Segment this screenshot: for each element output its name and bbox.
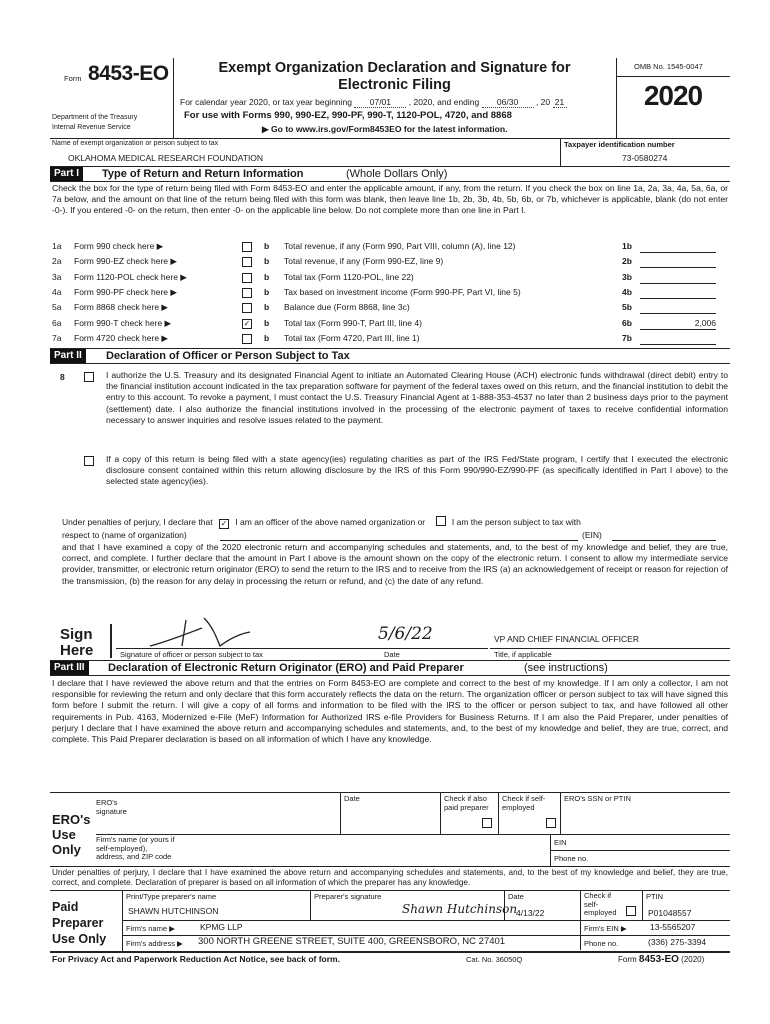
ero-paid-checkbox[interactable] bbox=[482, 818, 492, 828]
tax-year-label: For calendar year 2020, or tax year beginning bbox=[180, 97, 352, 107]
tin-value: 73-0580274 bbox=[622, 153, 668, 163]
part-2-label: Part II bbox=[50, 349, 86, 363]
use-with-forms: For use with Forms 990, 990-EZ, 990-PF, 990-T, 1120-POL, 4720, and 8868 bbox=[184, 110, 512, 121]
part-1-line-3 bbox=[50, 272, 730, 286]
line-b-amount[interactable] bbox=[640, 287, 716, 299]
prep-name: SHAWN HUTCHINSON bbox=[128, 906, 219, 916]
firm-name: KPMG LLP bbox=[200, 922, 243, 932]
ero-check-self-label: Check if self-employed bbox=[502, 794, 546, 812]
line-b-letter: b bbox=[264, 286, 270, 297]
prep-name-label: Print/Type preparer's name bbox=[126, 892, 217, 901]
prep-self-employed-checkbox[interactable] bbox=[626, 906, 636, 916]
line-b-number: 1b bbox=[622, 241, 632, 251]
use-only-label: Use Only bbox=[52, 932, 107, 946]
part-3-header bbox=[50, 660, 730, 676]
tax-year-ending-label: , 2020, and ending bbox=[408, 97, 480, 107]
line-a-text: Form 990 check here ▶ bbox=[74, 241, 164, 251]
line-b-letter: b bbox=[264, 256, 270, 267]
form-title-line-2: Electronic Filing bbox=[338, 77, 451, 93]
privacy-notice: For Privacy Act and Paperwork Reduction Act Notice, see back of form. bbox=[52, 954, 340, 964]
line-a-number: 5a bbox=[52, 302, 62, 313]
officer-sign-date: 5/6/22 bbox=[378, 624, 433, 644]
person-subject-text: I am the person subject to tax with bbox=[451, 517, 581, 527]
line-a-text: Form 990-T check here ▶ bbox=[74, 317, 172, 328]
perjury-officer-line bbox=[62, 516, 730, 529]
line-b-amount[interactable] bbox=[640, 241, 716, 253]
form-title-line-1: Exempt Organization Declaration and Signature for bbox=[218, 60, 571, 76]
tax-year-begin: 07/01 bbox=[354, 97, 406, 108]
title-caption: Title, if applicable bbox=[494, 650, 552, 659]
ero-ssn-label: ERO's SSN or PTIN bbox=[564, 794, 631, 803]
part-3-title-suffix: (see instructions) bbox=[524, 662, 608, 674]
ein-field[interactable] bbox=[612, 540, 716, 541]
part-1-intro: Check the box for the type of return being filed with Form 8453-EO and enter the applicable amount, if any, from the return. If you check the box on line 1a, 2a, 3a, 4a, 5a, 6a, or 7a below, and the amount on that line of the return being filed with this form was blank, then leave line 1b, 2b, 3b, 4b, 5b, 6b, or 7b, whichever is applicable, blank (do not enter -0-). If you entered -0- on the return, then enter -0- on the applicable line below. Do not complete more than one line in Part I. bbox=[52, 183, 728, 216]
state-filing-checkbox[interactable] bbox=[84, 456, 94, 466]
phone-no-label: Phone no. bbox=[584, 939, 619, 948]
line-b-letter: b bbox=[264, 332, 270, 343]
line-a-checkbox[interactable] bbox=[242, 242, 252, 252]
preparer-label: Preparer bbox=[52, 916, 104, 930]
form-ref-year: (2020) bbox=[681, 955, 705, 964]
part-1-line-1 bbox=[50, 241, 730, 255]
part-1-label: Part I bbox=[50, 167, 83, 181]
line-a-number: 4a bbox=[52, 286, 62, 297]
line-8-number: 8 bbox=[60, 372, 65, 382]
ero-use-only-label: ERO's Use Only bbox=[52, 812, 91, 857]
form-id-block bbox=[50, 58, 173, 131]
date-caption: Date bbox=[384, 650, 400, 659]
ero-firm-label: Firm's name (or yours if self-employed), address, and ZIP code bbox=[96, 835, 175, 861]
officer-signature bbox=[146, 612, 256, 652]
line-b-amount[interactable] bbox=[640, 302, 716, 314]
firm-address: 300 NORTH GREENE STREET, SUITE 400, GREENSBORO, NC 27401 bbox=[198, 936, 506, 947]
org-name-label: Name of exempt organization or person subject to tax bbox=[52, 140, 219, 147]
person-subject-checkbox[interactable] bbox=[436, 516, 446, 526]
tax-year-end-year: 21 bbox=[553, 97, 567, 108]
line-8-checkbox[interactable] bbox=[84, 372, 94, 382]
form-ref-number: 8453-EO bbox=[638, 954, 679, 965]
line-b-amount[interactable] bbox=[640, 272, 716, 284]
line-a-text: Form 8868 check here ▶ bbox=[74, 302, 168, 313]
signature-caption: Signature of officer or person subject to tax bbox=[120, 650, 263, 659]
line-b-amount[interactable] bbox=[640, 333, 716, 345]
part-2-header bbox=[50, 348, 730, 364]
tax-year-20-label: , 20 bbox=[535, 97, 551, 107]
dept-line-1: Department of the Treasury bbox=[52, 114, 138, 121]
part-3-text: I declare that I have reviewed the above return and that the entries on Form 8453-EO are complete and correct to the best of my knowledge. If I am only a collector, I am not responsible for reviewing the return and only declare that this form accurately reflects the data on the return. The organization officer or person subject to tax will have signed this form before I submit the return. I will give a copy of all forms and information to be filed with the IRS to the officer or person subject to tax, and have followed all other requirements in Pub. 4163, Modernized e-File (MeF) Information for Authorized IRS e-file Providers for Business Returns. If I am also the Paid Preparer, under penalties of perjury I declare that I have examined the above return and accompanying schedules and statements, and, to the best of my knowledge and belief, they are true, correct, and complete. This Paid Preparer declaration is based on all information of which I have any knowledge. bbox=[52, 678, 728, 745]
line-8-text: I authorize the U.S. Treasury and its designated Financial Agent to initiate an Automated Clearing House (ACH) electronic funds withdrawal (direct debit) entry to the financial institution account indicated in the tax preparation software for payment of the federal taxes owed on this return, and the financial institution to debit the entry to this account. To revoke a payment, I must contact the U.S. Treasury Financial Agent at 1-888-353-4537 no later than 2 business days prior to the payment (settlement) date. I also authorize the financial institutions involved in the processing of the electronic payment of taxes to receive confidential information necessary to answer inquiries and resolve issues related to the payment. bbox=[106, 370, 728, 425]
ero-ein-label: EIN bbox=[554, 838, 567, 847]
catalog-number: Cat. No. 36050Q bbox=[466, 955, 523, 964]
prep-signature: Shawn Hutchinson bbox=[402, 902, 518, 916]
line-b-text: Total tax (Form 990-T, Part III, line 4) bbox=[284, 317, 422, 328]
form-prefix: Form bbox=[64, 74, 82, 83]
org-name-value: OKLAHOMA MEDICAL RESEARCH FOUNDATION bbox=[68, 153, 264, 163]
line-a-checkbox[interactable] bbox=[242, 303, 252, 313]
line-b-text: Total tax (Form 1120-POL, line 22) bbox=[284, 271, 414, 282]
part-1-line-2 bbox=[50, 256, 730, 270]
part-1-line-6 bbox=[50, 318, 730, 332]
tin-label: Taxpayer identification number bbox=[564, 140, 675, 149]
line-a-number: 7a bbox=[52, 332, 62, 343]
here-label: Here bbox=[60, 642, 94, 659]
line-a-checkbox[interactable] bbox=[242, 334, 252, 344]
dept-line-2: Internal Revenue Service bbox=[52, 124, 131, 131]
firm-ein: 13-5565207 bbox=[650, 922, 696, 932]
line-a-text: Form 1120-POL check here ▶ bbox=[74, 271, 187, 282]
form-number: 8453-EO bbox=[88, 62, 169, 85]
line-b-number: 6b bbox=[622, 317, 632, 328]
line-b-letter: b bbox=[264, 241, 270, 251]
omb-number: OMB No. 1545-0047 bbox=[634, 62, 703, 71]
phone-value: (336) 275-3394 bbox=[648, 937, 707, 947]
part-1-title: Type of Return and Return Information bbox=[102, 168, 304, 180]
part-1-header bbox=[50, 166, 730, 182]
perjury-label: Under penalties of perjury, I declare that bbox=[62, 517, 213, 527]
officer-title: VP AND CHIEF FINANCIAL OFFICER bbox=[494, 634, 639, 644]
form-reference bbox=[618, 954, 704, 965]
preparer-perjury-text: Under penalties of perjury, I declare that I have examined the above return and accompanying schedules and statements, and, to the best of my knowledge and belief, they are true, correct, and complete. Declaration of preparer is based on all information of which the preparer has any knowledge. bbox=[52, 868, 728, 887]
line-a-checkbox[interactable] bbox=[242, 257, 252, 267]
line-b-text: Total revenue, if any (Form 990-EZ, line 9) bbox=[284, 256, 444, 267]
line-a-checkbox[interactable] bbox=[242, 288, 252, 298]
part-1-title-suffix: (Whole Dollars Only) bbox=[346, 168, 448, 180]
part-1-line-7 bbox=[50, 333, 730, 347]
line-a-text: Form 990-EZ check here ▶ bbox=[74, 256, 177, 267]
ptin-label: PTIN bbox=[646, 892, 664, 901]
line-b-amount[interactable] bbox=[640, 256, 716, 268]
line-a-text: Form 990-PF check here ▶ bbox=[74, 286, 177, 297]
line-a-number: 2a bbox=[52, 256, 62, 267]
prep-date: 4/13/22 bbox=[516, 908, 545, 918]
line-a-checkbox[interactable] bbox=[242, 273, 252, 283]
goto-link[interactable]: ▶ Go to www.irs.gov/Form8453EO for the latest information. bbox=[262, 124, 508, 134]
tax-year-end: 06/30 bbox=[482, 97, 534, 108]
line-b-text: Total tax (Form 4720, Part III, line 1) bbox=[284, 332, 420, 343]
part-3-title: Declaration of Electronic Return Originator (ERO) and Paid Preparer bbox=[108, 662, 464, 674]
line-a-checkbox[interactable]: ✓ bbox=[243, 318, 251, 328]
prep-self-employed-label: Check if self-employed bbox=[584, 891, 617, 917]
firm-ein-label: Firm's EIN ▶ bbox=[584, 924, 627, 933]
ero-phone-label: Phone no. bbox=[554, 854, 589, 863]
respect-to-field[interactable] bbox=[220, 540, 578, 541]
line-b-number: 5b bbox=[622, 302, 632, 313]
declaration-text: and that I have examined a copy of the 2020 electronic return and accompanying schedules and statements, and, to the best of my knowledge and belief, they are true, correct, and complete. I further declare that the amount in Part I above is the amount shown on the copy of the electronic return. I consent to allow my intermediate service provider, transmitter, or electronic return originator (ERO) to send the return to the IRS and to receive from the IRS (a) an acknowledgement of receipt or reason for rejection of the transmission, (b) the reason for any delay in processing the return or refund, and (c) the date of any refund. bbox=[62, 542, 728, 586]
line-b-letter: b bbox=[264, 302, 270, 313]
prep-sig-label: Preparer's signature bbox=[314, 892, 382, 901]
part-1-line-4 bbox=[50, 287, 730, 301]
omb-box bbox=[616, 58, 730, 77]
ero-self-checkbox[interactable] bbox=[546, 818, 556, 828]
line-b-text: Tax based on investment income (Form 990-PF, Part VI, line 5) bbox=[284, 286, 521, 297]
part-1-lines bbox=[50, 241, 730, 353]
line-a-number: 1a bbox=[52, 241, 62, 251]
ero-date-label: Date bbox=[344, 794, 360, 803]
sign-label: Sign bbox=[60, 626, 93, 643]
line-b-text: Balance due (Form 8868, line 3c) bbox=[284, 302, 410, 313]
line-b-letter: b bbox=[264, 271, 270, 282]
ero-signature-label: ERO's signature bbox=[96, 798, 127, 816]
line-b-text: Total revenue, if any (Form 990, Part VIII, column (A), line 12) bbox=[284, 241, 516, 251]
tax-year-line bbox=[180, 97, 567, 108]
line-a-number: 3a bbox=[52, 271, 62, 282]
line-a-number: 6a bbox=[52, 317, 62, 328]
paid-label: Paid bbox=[52, 900, 79, 914]
ptin-value: P01048557 bbox=[648, 908, 692, 918]
line-b-number: 4b bbox=[622, 286, 632, 297]
officer-text: I am an officer of the above named organization or bbox=[235, 517, 426, 527]
line-b-number: 3b bbox=[622, 271, 632, 282]
officer-checkbox[interactable]: ✓ bbox=[220, 519, 228, 528]
line-b-number: 7b bbox=[622, 332, 632, 343]
line-a-text: Form 4720 check here ▶ bbox=[74, 332, 168, 343]
line-b-amount[interactable]: 2,006 bbox=[640, 318, 716, 330]
ero-check-paid-label: Check if also paid preparer bbox=[444, 794, 489, 812]
firm-name-label: Firm's name ▶ bbox=[126, 924, 175, 933]
part-3-label: Part III bbox=[50, 661, 89, 675]
state-filing-text: If a copy of this return is being filed with a state agency(ies) regulating charities as part of the IRS Fed/State program, I certify that I executed the electronic disclosure consent contained within this return allowing disclosure by the IRS of this Form 990/990-EZ/990-PF (as specifically identified in Part I above) to the selected state agency(ies). bbox=[106, 454, 728, 487]
line-b-number: 2b bbox=[622, 256, 632, 267]
part-2-title: Declaration of Officer or Person Subject to Tax bbox=[106, 350, 350, 362]
ein-label: (EIN) bbox=[582, 530, 602, 540]
respect-to-label: respect to (name of organization) bbox=[62, 530, 187, 540]
firm-address-label: Firm's address ▶ bbox=[126, 939, 183, 948]
part-1-line-5 bbox=[50, 302, 730, 316]
tax-year-big: 2020 bbox=[643, 80, 703, 111]
prep-date-label: Date bbox=[508, 892, 524, 901]
line-b-letter: b bbox=[264, 317, 270, 328]
form-ref-prefix: Form bbox=[618, 955, 637, 964]
